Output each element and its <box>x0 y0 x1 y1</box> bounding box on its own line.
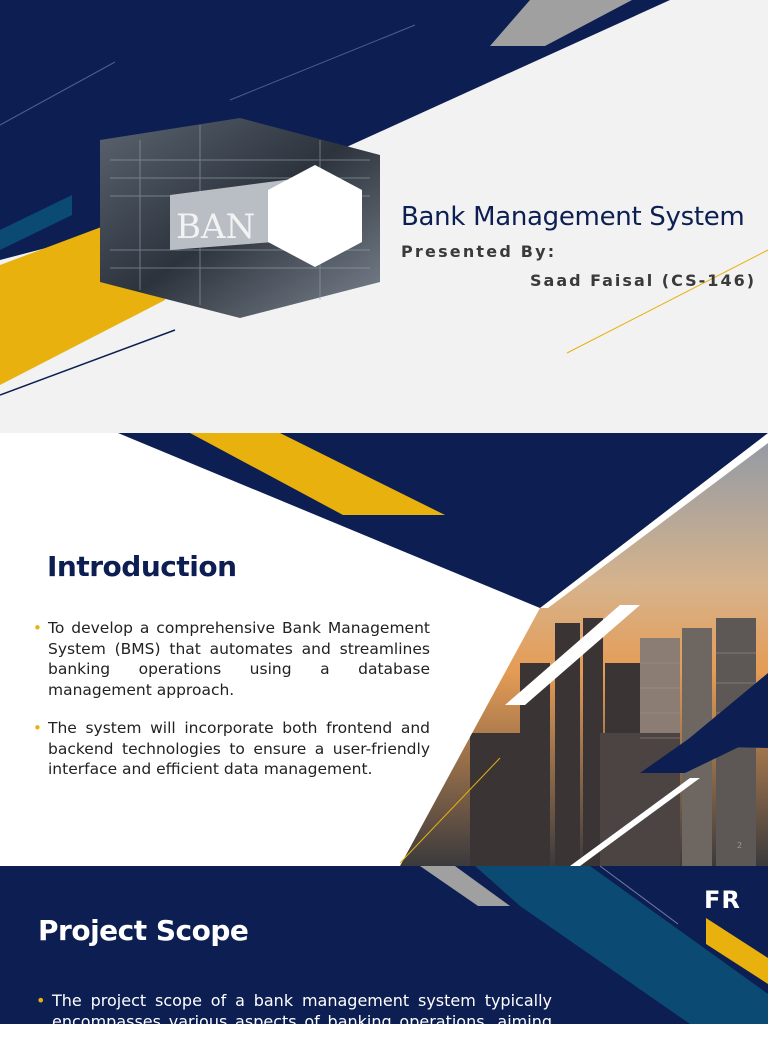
bullet-icon: • <box>36 991 46 1010</box>
author-name: Saad Faisal (CS-146) <box>530 271 757 290</box>
bank-sign-text: BAN <box>176 207 256 247</box>
presentation-title: Bank Management System <box>401 202 745 232</box>
bullet-icon: • <box>33 619 42 637</box>
project-scope-bullet-list <box>36 990 552 1053</box>
title-slide <box>0 0 768 433</box>
thin-line <box>567 250 768 353</box>
list-item: • The system will incorporate both frontend and backend technologies to ensure a user-friendly interface and efficient data management. <box>33 719 430 778</box>
bank-building-image <box>100 118 380 318</box>
project-scope-slide <box>0 866 768 1052</box>
list-item: • To develop a comprehensive Bank Management System (BMS) that automates and streamlines banking operations using a database management approach. <box>33 619 430 699</box>
project-scope-heading: Project Scope <box>38 914 249 947</box>
logo-text: FR <box>704 886 741 914</box>
list-item: • The project scope of a bank management system typically encompasses various aspects of banking operations, aiming to <box>36 991 552 1052</box>
bullet-icon: • <box>33 719 42 737</box>
presented-by-label: Presented By: <box>401 242 557 261</box>
introduction-bullet-list <box>33 618 430 798</box>
introduction-heading: Introduction <box>47 550 237 583</box>
page-number: 2 <box>737 841 743 850</box>
introduction-slide <box>0 433 768 866</box>
